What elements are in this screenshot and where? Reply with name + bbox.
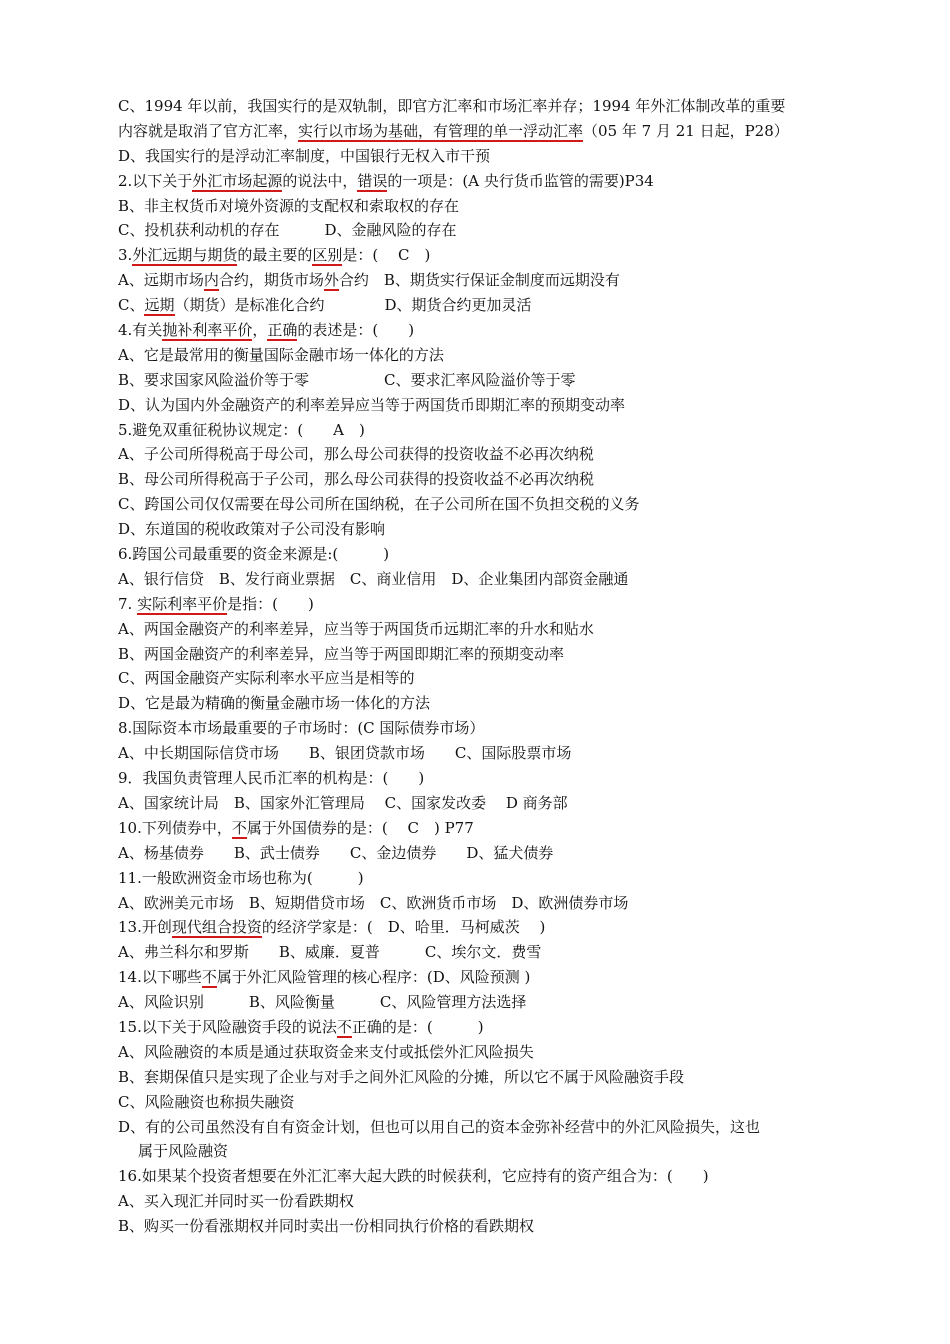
line-text: 属于外国债券的是：( C ) P77 (246, 818, 474, 837)
line-text: 13.开创 (118, 918, 172, 937)
line-text: D、认为国内外金融资产的利率差异应当等于两国货币即期汇率的预期变动率 (118, 395, 626, 414)
text-line (118, 741, 838, 766)
line-text: 的表述是：( ) (297, 321, 415, 340)
text-line (118, 194, 838, 219)
underlined-text: 正确 (267, 321, 298, 340)
text-line (118, 218, 838, 243)
text-line (118, 617, 838, 642)
line-text: D、有的公司虽然没有自有资金计划，但也可以用自己的资本金弥补经营中的外汇风险损失，这也 (118, 1117, 761, 1136)
line-text: B、要求国家风险溢价等于零 C、要求汇率风险溢价等于零 (118, 370, 576, 389)
line-text: A、远期市场 (118, 271, 204, 290)
text-line (118, 567, 838, 592)
underlined-text: 外汇远期与期货 (132, 246, 238, 265)
line-text: B、母公司所得税高于子公司，那么母公司获得的投资收益不必再次纳税 (118, 470, 595, 489)
line-text: A、子公司所得税高于母公司，那么母公司获得的投资收益不必再次纳税 (118, 445, 594, 464)
line-text: A、杨基债券 B、武士债券 C、金边债券 D、猛犬债券 (118, 843, 554, 862)
line-text: 合约 B、期货实行保证金制度而远期没有 (338, 271, 620, 290)
underlined-text: 外 (323, 271, 339, 290)
underlined-text: 实际利率平价 (137, 594, 228, 613)
line-text: A、弗兰科尔和罗斯 B、威廉．夏普 C、埃尔文．费雪 (118, 943, 542, 962)
line-text: 合约，期货市场 (218, 271, 324, 290)
question-lines (118, 94, 838, 1239)
line-text: A、买入现汇并同时买一份看跌期权 (118, 1192, 354, 1211)
line-text: 的说法中， (282, 171, 358, 190)
line-text: A、银行信贷 B、发行商业票据 C、商业信用 D、企业集团内部资金融通 (118, 569, 629, 588)
text-line (118, 1015, 838, 1040)
text-line (118, 1214, 838, 1239)
line-text: 11.一般欧洲资金市场也称为( ) (118, 868, 364, 887)
line-text: 的经济学家是：( D、哈里．马柯威茨 ) (261, 918, 546, 937)
line-text: B、两国金融资产的利率差异，应当等于两国即期汇率的预期变动率 (118, 644, 565, 663)
line-text: D、我国实行的是浮动汇率制度，中国银行无权入市干预 (118, 146, 491, 165)
text-line (118, 1139, 838, 1164)
text-line (118, 144, 838, 169)
text-line (118, 1115, 838, 1140)
line-text: ， (252, 321, 268, 340)
text-line (118, 368, 838, 393)
text-line (118, 293, 838, 318)
line-text: C、投机获利动机的存在 D、金融风险的存在 (118, 221, 457, 240)
text-line (118, 866, 838, 891)
text-line (118, 467, 838, 492)
line-text: 属于外汇风险管理的核心程序：(D、风险预测 ) (216, 968, 531, 987)
line-text: （期货）是标准化合约 D、期货合约更加灵活 (174, 296, 532, 315)
text-line (118, 841, 838, 866)
line-text: C、风险融资也称损失融资 (118, 1092, 295, 1111)
line-text: 的一项是：(A 央行货币监管的需要)P34 (387, 171, 654, 190)
line-text: 16.如果某个投资者想要在外汇汇率大起大跌的时候获利，它应持有的资产组合为：( ) (118, 1167, 709, 1186)
line-text: 3. (118, 246, 133, 265)
text-line (118, 791, 838, 816)
text-line (118, 94, 838, 119)
line-text: C、1994 年以前，我国实行的是双轨制，即官方汇率和市场汇率并存；1994 年外汇体制改革的重要 (118, 97, 786, 115)
text-line (118, 442, 838, 467)
text-line (118, 1164, 838, 1189)
text-line (118, 766, 838, 791)
underlined-text: 不 (201, 968, 217, 987)
underlined-text: 远期 (144, 296, 175, 315)
underlined-text: 实行以市场为基础，有管理的单一浮动汇率 (298, 121, 584, 140)
line-text: D、它是最为精确的衡量金融市场一体化的方法 (118, 694, 431, 713)
line-text: A、欧洲美元市场 B、短期借贷市场 C、欧洲货币市场 D、欧洲债券市场 (118, 893, 629, 912)
line-text: C、跨国公司仅仅需要在母公司所在国纳税，在子公司所在国不负担交税的义务 (118, 495, 640, 514)
underlined-text: 内 (203, 271, 219, 290)
line-text: （05 年 7 月 21 日起，P28） (583, 121, 789, 140)
line-text: B、非主权货币对境外资源的支配权和索取权的存在 (118, 196, 460, 215)
underlined-text: 抛补利率平价 (162, 321, 253, 340)
text-line (118, 940, 838, 965)
text-line (118, 990, 838, 1015)
line-text: C、 (118, 296, 145, 315)
text-line (118, 816, 838, 841)
line-text: A、中长期国际信贷市场 B、银团贷款市场 C、国际股票市场 (118, 744, 572, 763)
text-line (118, 1065, 838, 1090)
underlined-text: 不 (231, 818, 247, 837)
text-line (118, 343, 838, 368)
text-line (118, 517, 838, 542)
underlined-text: 外汇市场起源 (192, 171, 283, 190)
text-line (118, 965, 838, 990)
line-text: A、它是最常用的衡量国际金融市场一体化的方法 (118, 345, 444, 364)
text-line (118, 243, 838, 268)
text-line (118, 1189, 838, 1214)
line-text: A、风险融资的本质是通过获取资金来支付或抵偿外汇风险损失 (118, 1042, 534, 1061)
text-line (118, 666, 838, 691)
underlined-text: 不 (336, 1017, 352, 1036)
text-line (118, 592, 838, 617)
text-line (118, 318, 838, 343)
text-line (118, 268, 838, 293)
line-text: A、两国金融资产的利率差异，应当等于两国货币远期汇率的升水和贴水 (118, 619, 594, 638)
underlined-text: 错误 (357, 171, 388, 190)
line-text: 8.国际资本市场最重要的子市场时：(C 国际债券市场） (118, 719, 485, 738)
text-line (118, 119, 838, 144)
line-text: 4.有关 (118, 321, 163, 340)
text-line (118, 642, 838, 667)
text-line (118, 915, 838, 940)
text-line (118, 1040, 838, 1065)
line-text: 9．我国负责管理人民币汇率的机构是：( ) (118, 769, 425, 788)
text-line (118, 492, 838, 517)
text-line (118, 393, 838, 418)
underlined-text: 现代组合投资 (171, 918, 262, 937)
line-text: 15.以下关于风险融资手段的说法 (118, 1017, 337, 1036)
line-text: 的最主要的 (237, 246, 313, 265)
line-text: B、套期保值只是实现了企业与对手之间外汇风险的分摊，所以它不属于风险融资手段 (118, 1067, 685, 1086)
text-line (118, 891, 838, 916)
line-text: B、购买一份看涨期权并同时卖出一份相同执行价格的看跌期权 (118, 1217, 535, 1236)
text-line (118, 691, 838, 716)
line-text: 10.下列债券中， (118, 818, 232, 837)
line-text: C、两国金融资产实际利率水平应当是相等的 (118, 669, 415, 688)
line-text: 14.以下哪些 (118, 968, 202, 987)
text-line (118, 542, 838, 567)
text-line (118, 1090, 838, 1115)
line-text: 内容就是取消了官方汇率， (118, 121, 299, 140)
underlined-text: 区别 (312, 246, 343, 265)
text-line (118, 418, 838, 443)
text-line (118, 716, 838, 741)
text-line (118, 169, 838, 194)
line-text: 是：( C ) (342, 246, 431, 265)
line-text: A、国家统计局 B、国家外汇管理局 C、国家发改委 D 商务部 (118, 793, 568, 812)
line-text: 5.避免双重征税协议规定：( A ) (118, 420, 365, 439)
line-text: 是指：( ) (227, 594, 314, 613)
line-text: 6.跨国公司最重要的资金来源是:( ) (118, 545, 390, 564)
line-text: 正确的是：( ) (351, 1017, 484, 1036)
line-text: 属于风险融资 (138, 1142, 229, 1161)
line-text: D、东道国的税收政策对子公司没有影响 (118, 520, 386, 539)
line-text: A、风险识别 B、风险衡量 C、风险管理方法选择 (118, 993, 527, 1012)
line-text: 7. (118, 594, 138, 613)
line-text: 2.以下关于 (118, 171, 193, 190)
